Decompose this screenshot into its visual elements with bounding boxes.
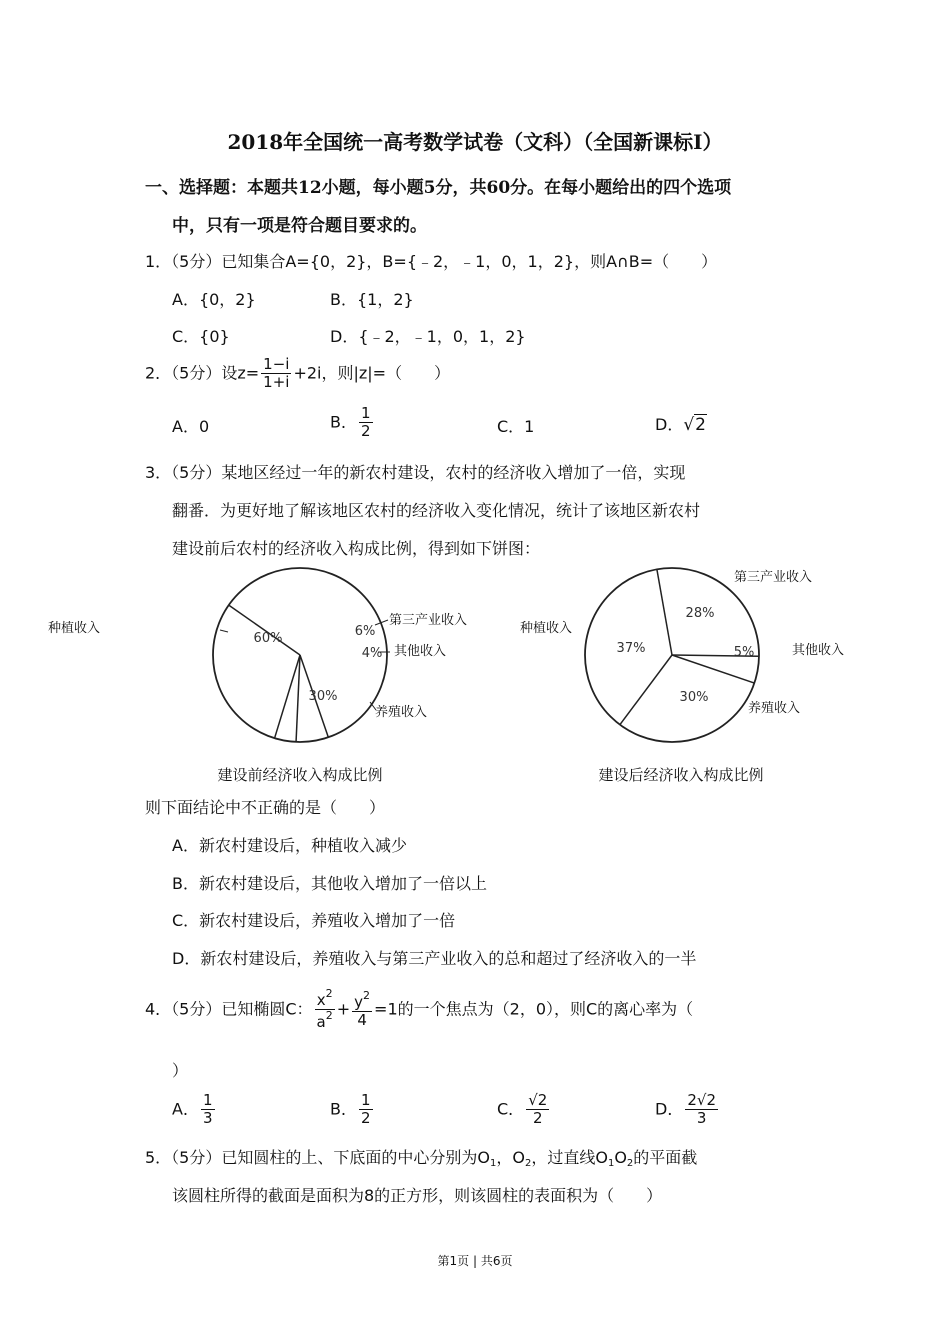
q4-stem-close: ）: [172, 1061, 189, 1080]
pie-slice-boundary-第三产业收入: [657, 569, 672, 655]
q4-fraction-y: [352, 990, 372, 1030]
q4-exp-x: 2: [325, 987, 333, 1000]
q4-var-x: x: [316, 991, 326, 1009]
q3-stem-line3: 建设前后农村的经济收入构成比例，得到如下饼图：: [172, 539, 541, 558]
q4-option-c: [497, 1092, 551, 1128]
pie-slice-boundary-种植收入: [620, 655, 672, 725]
q2-stem: [145, 356, 450, 392]
q4-exp-y: 2: [363, 989, 371, 1002]
q1-option-a: A．{0，2}: [172, 290, 256, 309]
section-heading-line2: 中，只有一项是符合题目要求的。: [172, 216, 427, 236]
q3-stem-line2: 翻番．为更好地了解该地区农村的经济收入变化情况，统计了该地区新农村: [172, 501, 701, 520]
q5-sub-2b: 2: [626, 1158, 634, 1169]
q4-option-b-denominator: 2: [360, 1109, 371, 1128]
pie-value-label: 5%: [733, 645, 755, 660]
q2-fraction-denominator: 1+i: [263, 373, 290, 392]
q3-option-d: D．新农村建设后，养殖收入与第三产业收入的总和超过了经济收入的一半: [172, 949, 697, 968]
pie-chart-title: 建设后经济收入构成比例: [598, 766, 764, 784]
page-title: 2018年全国统一高考数学试卷（文科）（全国新课标Ⅰ）: [227, 130, 723, 154]
q3-question: 则下面结论中不正确的是（ ）: [145, 798, 386, 817]
q5-stem-line1: [145, 1145, 697, 1169]
q5-stem-line2: 该圆柱所得的截面是面积为8的正方形，则该圆柱的表面积为（ ）: [172, 1186, 663, 1205]
q5-sub-1a: 1: [489, 1158, 497, 1169]
pie-value-label: 28%: [685, 606, 715, 621]
q4-stem-post: =1的一个焦点为（2，0），则C的离心率为（: [374, 999, 694, 1019]
pie-category-label: 养殖收入: [375, 705, 428, 720]
q2-option-b-denominator: 2: [360, 422, 371, 441]
q1-option-d: D．{﹣2，﹣1，0，1，2}: [330, 327, 526, 346]
q5-stem-post: 的平面截: [633, 1148, 698, 1167]
pie-category-label: 第三产业收入: [734, 570, 813, 585]
q2-option-d-label: D．: [655, 415, 684, 434]
pie-chart-before: [48, 568, 467, 784]
q5-stem-mid1: ，O: [496, 1148, 525, 1167]
q1-option-c: C．{0}: [172, 327, 230, 346]
q3-option-c: C．新农村建设后，养殖收入增加了一倍: [172, 911, 456, 930]
q4-var-y: y: [354, 993, 364, 1011]
q2-fraction-numerator: 1−i: [263, 355, 290, 373]
q4-option-c-radicand: 2: [537, 1091, 548, 1109]
q2-option-b-numerator: 1: [360, 404, 371, 422]
q4-option-d-label: D．: [655, 1099, 684, 1119]
pie-value-label: 30%: [308, 689, 338, 704]
pie-value-label: 30%: [679, 690, 709, 705]
q4-option-a-numerator: 1: [202, 1091, 213, 1109]
q4-exp-a: 2: [325, 1009, 333, 1023]
q4-option-a-fraction: [201, 1092, 215, 1128]
q4-option-d: [655, 1092, 720, 1128]
section-heading-line1: 一、选择题：本题共12小题，每小题5分，共60分。在每小题给出的四个选项: [145, 178, 732, 198]
q5-stem-pre: 5．（5分）已知圆柱的上、下底面的中心分别为O: [145, 1148, 490, 1167]
q5-sub-1b: 1: [607, 1158, 615, 1169]
q3-stem-line1: 3．（5分）某地区经过一年的新农村建设，农村的经济收入增加了一倍，实现: [145, 463, 686, 482]
q4-option-c-numerator: √2: [528, 1091, 548, 1109]
q4-fraction-y-denominator: 4: [357, 1011, 367, 1030]
q2-option-d-radicand: 2: [695, 415, 706, 435]
q4-option-d-denominator: 3: [696, 1109, 707, 1128]
q4-option-d-coefficient: 2: [687, 1091, 697, 1109]
q2-option-d-sqrt: √2: [683, 415, 706, 435]
q5-sub-2a: 2: [524, 1158, 532, 1169]
pie-value-label: 6%: [354, 624, 376, 639]
pie-category-label: 种植收入: [48, 621, 101, 636]
pie-category-label: 养殖收入: [748, 701, 801, 716]
q2-option-d: [655, 412, 707, 435]
pie-charts-figure: [48, 562, 845, 792]
q4-option-a: [172, 1092, 217, 1128]
q4-option-a-denominator: 3: [202, 1109, 213, 1128]
q4-option-d-numerator: 2√2: [687, 1091, 716, 1109]
q2-fraction: [261, 356, 291, 392]
pie-category-label: 其他收入: [792, 643, 845, 658]
q4-option-d-fraction: [685, 1092, 718, 1128]
q3-option-a: A．新农村建设后，种植收入减少: [172, 836, 407, 855]
leader-line: [220, 630, 228, 632]
pie-value-label: 60%: [253, 631, 283, 646]
page-footer: 第1页 | 共6页: [437, 1254, 513, 1268]
q2-option-b-label: B．: [330, 412, 357, 432]
pie-value-label: 37%: [616, 641, 646, 656]
pie-category-label: 其他收入: [394, 644, 447, 659]
q4-option-a-label: A．: [172, 1099, 199, 1119]
q4-option-c-denominator: 2: [532, 1109, 543, 1128]
q4-fraction-x-numerator: [315, 988, 335, 1010]
q4-var-a: a: [316, 1013, 326, 1032]
q4-fraction-x-denominator: [315, 1010, 335, 1031]
q4-option-b-fraction: [359, 1092, 373, 1128]
pie-category-label: 第三产业收入: [389, 613, 468, 628]
q4-stem: 4．（5分）已知椭圆C： $\frac{x^2}{a^2}$ + $\frac{y^2}{4}$ =1的一个焦点为（2，0），则C的离心率为（: [145, 987, 694, 1032]
q4-fraction-x: [315, 988, 335, 1032]
q2-option-b-fraction: [359, 405, 373, 441]
q2-option-b: [330, 405, 375, 441]
pie-category-label: 种植收入: [520, 621, 573, 636]
q2-option-a: A．0: [172, 417, 210, 436]
q1-option-b: B．{1，2}: [330, 290, 414, 309]
q2-stem-pre: 2．（5分）设z=: [145, 363, 260, 383]
q4-option-b: [330, 1092, 375, 1128]
q5-stem-mid2: ，过直线O: [531, 1148, 608, 1167]
q2-stem-post: +2i，则|z|=（ ）: [293, 363, 451, 383]
q2-option-c: C．1: [497, 417, 535, 436]
q4-stem-pre: 4．（5分）已知椭圆C：: [145, 999, 313, 1019]
q1-stem: 1．（5分）已知集合A={0，2}，B={﹣2，﹣1，0，1，2}，则A∩B=（ ）: [145, 252, 718, 271]
pie-value-label: 4%: [361, 646, 383, 661]
q4-option-d-radicand: 2: [706, 1091, 716, 1109]
q4-option-b-numerator: 1: [360, 1091, 371, 1109]
q4-option-c-label: C．: [497, 1099, 525, 1119]
q4-option-c-fraction: [526, 1092, 549, 1128]
q5-stem-mid3: O: [614, 1148, 627, 1167]
q4-fraction-y-numerator: [352, 990, 372, 1012]
pie-chart-after: [520, 568, 844, 784]
q4-option-b-label: B．: [330, 1099, 357, 1119]
q3-option-b: B．新农村建设后，其他收入增加了一倍以上: [172, 874, 487, 893]
pie-chart-title: 建设前经济收入构成比例: [217, 766, 383, 784]
